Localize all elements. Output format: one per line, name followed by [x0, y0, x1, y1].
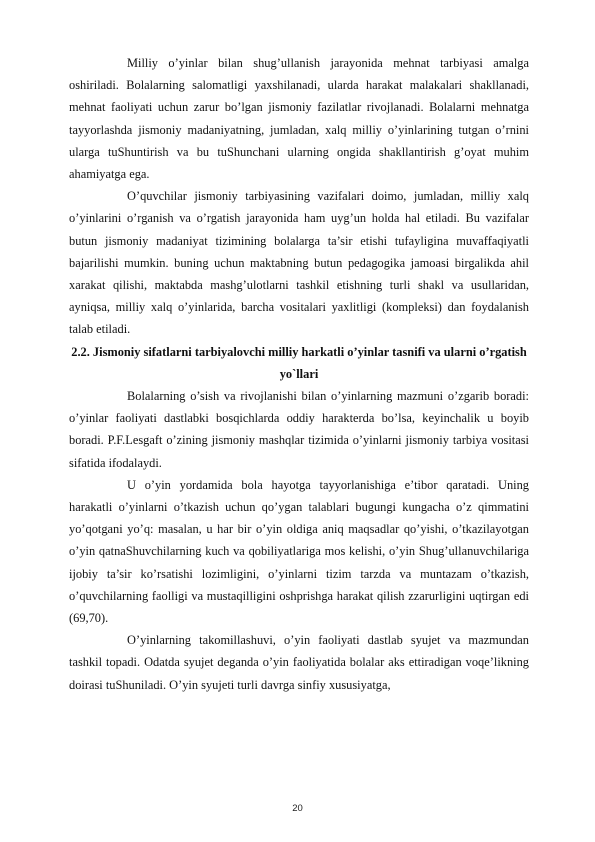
paragraph-lesgaft-talablari: U o’yin yordamida bola hayotga tayyorlanishiga e’tibor qaratadi. Uning harakatli o’yinlarni o’tkazish uchun qo’ygan talablari bugungi kungacha o’z qimmatini yo’qotgani yo’q: masalan, u har bir o’yin oldiga aniq maqsadlar qo’yishi, o’tkazilayotgan o’yin qatnaShuvchilarning kuch va qobiliyatlariga mos kelishi, o’yin Shug’ullanuvchilariga ijobiy ta’sir ko’rsatishi lozimligini, o’yinlarni tizim tarzda va muntazam o’tkazish, o’quvchilarning faolligi va mustaqilligini oshprishga harakat qilish zzarurligini uqtirgan edi (69,70). [69, 477, 529, 626]
paragraph-jismoniy-tarbiya-vazifalari: O’quvchilar jismoniy tarbiyasining vazifalari doimo, jumladan, milliy xalq o’yinlarini o’rganish va o’rgatish jarayonida ham uyg’un holda hal etiladi. Bu vazifalar butun jismoniy madaniyat tizimining bolalarga ta’sir etishi tufayligina muvaffaqiyatli bajarilishi mumkin. buning uchun maktabning butun pedagogika jamoasi birgalikda ahil xarakat qilishi, maktabda mashg’ulotlarni tashkil etishning turli shakl va usullaridan, ayniqsa, milliy xalq o’yinlarida, barcha vositalari yaxlitligi (kompleksi) dan foydalanish talab etiladi. [69, 189, 529, 337]
section-heading: 2.2. Jismoniy sifatlarni tarbiyalovchi milliy harkatli o’yinlar tasnifi va ularni o’rgatish yo`llari [71, 344, 527, 381]
paragraph-oyinlar-mazmuni: Bolalarning o’sish va rivojlanishi bilan o’yinlarning mazmuni o’zgarib boradi: o’yinlar faoliyati dastlabki bosqichlarda oddiy harakterda bo’lsa, keyinchalik u boyib boradi. P.F.Lesgaft o’zining jismoniy mashqlar tizimida o’yinlarni jismoniy tarbiya vositasi sifatida ifodalaydi. [69, 389, 529, 470]
paragraph-mehnat-tarbiyasi: Milliy o’yinlar bilan shug’ullanish jarayonida mehnat tarbiyasi amalga oshiriladi. Bolalarning salomatligi yaxshilanadi, ularda harakat malakalari shakllanadi, mehnat faoliyati uchun zarur bo’lgan jismoniy fazilatlar rivojlanadi. Bolalarni mehnatga tayyorlashda jismoniy madaniyatning, jumladan, xalq milliy o’yinlarining tutgan o’rnini ularga tuShuntirish va bu tuShunchani ularning ongida shakllantirish g’oyat muhim ahamiyatga ega. [69, 56, 529, 182]
paragraph-oyin-syujeti: O’yinlarning takomillashuvi, o’yin faoliyati dastlab syujet va mazmundan tashkil topadi. Odatda syujet deganda o’yin faoliyatida bolalar aks ettiradigan voqe’likning doirasi tuShuniladi. O’yin syujeti turli davrga sinfiy xususiyatga, [69, 633, 529, 692]
document-page [69, 52, 529, 696]
page-number: 20 [292, 803, 303, 814]
